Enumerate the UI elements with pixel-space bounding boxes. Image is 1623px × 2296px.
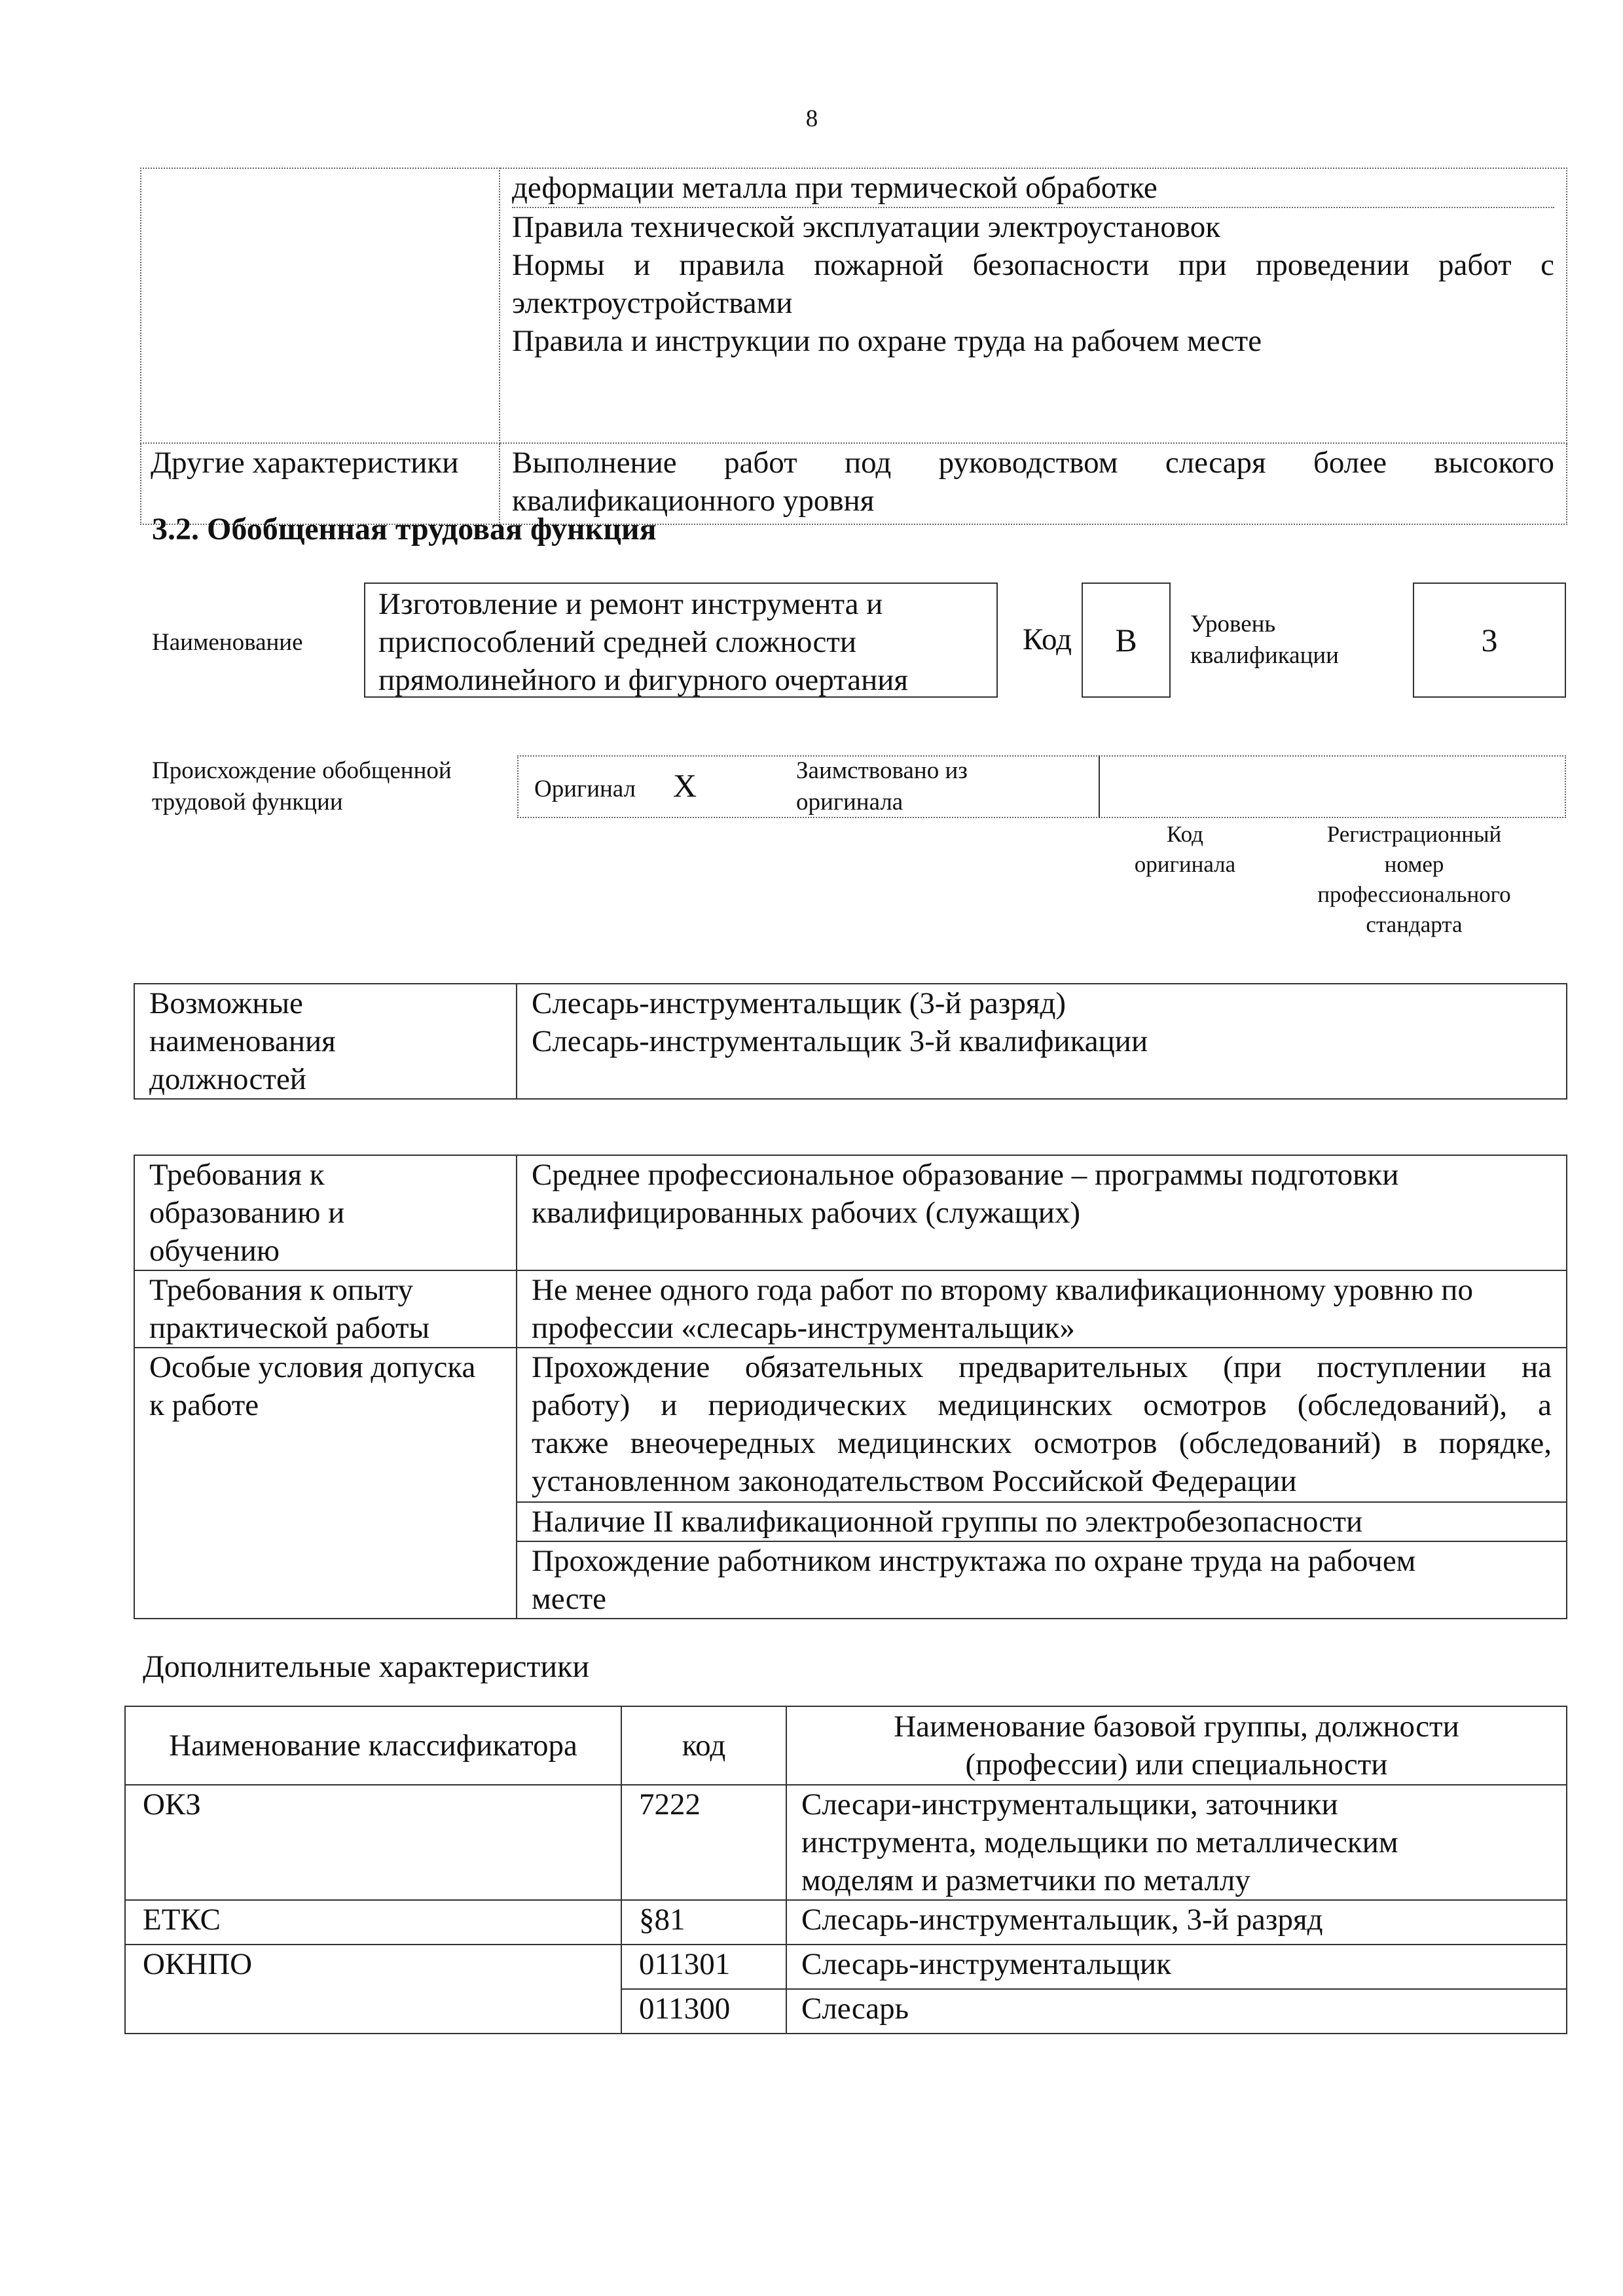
gtf-code-value: B [1115,622,1137,658]
experience-label-line: практической работы [149,1311,430,1345]
special-label-line: к работе [149,1388,259,1422]
gtf-name-line: прямолинейного и фигурного очертания [378,663,909,697]
table-row [125,1945,1567,1989]
origin-code-caption [1106,819,1264,880]
position-item: Слесарь-инструментальщик (3-й разряд) [532,986,1067,1020]
row-code: 011300 [621,1989,786,2034]
row-classifier: ОКНПО [125,1945,621,2034]
experience-value-line: Не менее одного года работ по второму квалификационному уровню по [532,1273,1473,1307]
special-value-line: работу) и периодических медицинских осмотров (обследований), а [532,1388,1552,1422]
origin-label-line: Происхождение обобщенной [152,757,452,784]
row-name: Слесарь [786,1989,1567,2034]
top-table-label-cell [141,168,500,443]
positions-table [134,983,1567,1100]
origin-borrowed-line: оригинала [796,789,903,816]
top-knowledge-table [140,168,1567,525]
gtf-name-line: Изготовление и ремонт инструмента и [378,587,883,621]
header-code: код [621,1706,786,1785]
other-value-line: квалификационного уровня [512,484,875,518]
special-value-line: также внеочередных медицинских осмотров (обследований) в порядке, [532,1426,1552,1460]
row-name: Слесарь-инструментальщик [786,1945,1567,1989]
origin-divider [1099,755,1100,818]
gtf-level-label-line: квалификации [1190,642,1339,669]
knowledge-item: Правила технической эксплуатации электроустановок [512,210,1221,244]
other-value-line: Выполнение работ под руководством слесаря более высокого [512,446,1554,480]
special-label-line: Особые условия допуска [149,1350,476,1384]
positions-label [134,984,517,1099]
gtf-code-label: Код [1023,622,1072,656]
row-name [786,1785,1567,1900]
special-value-line: установленном законодательством Российской Федерации [532,1464,1297,1498]
page-number: 8 [805,105,818,132]
origin-code-caption-line: оригинала [1134,852,1236,877]
section-title: 3.2. Обобщенная трудовая функция [152,512,657,547]
row-classifier: ЕТКС [125,1900,621,1945]
header-classifier: Наименование классификатора [125,1706,621,1785]
row-code: 7222 [621,1785,786,1900]
origin-reg-caption-line: Регистрационный [1326,821,1502,847]
gtf-name-box [364,583,998,698]
special-label [134,1348,517,1619]
education-value-line: Среднее профессиональное образование – программы подготовки [532,1158,1399,1192]
experience-label-line: Требования к опыту [149,1273,414,1307]
education-value-line: квалифицированных рабочих (служащих) [532,1196,1081,1230]
row-name-line: моделям и разметчики по металлу [801,1863,1250,1897]
education-label-line: образованию и [149,1196,345,1230]
special-value-line: Прохождение работником инструктажа по охране труда на рабочем [532,1544,1416,1578]
row-name-line: инструмента, модельщики по металлическим [801,1825,1398,1859]
knowledge-item: деформации металла при термической обработке [512,169,1554,208]
header-name-line: (профессии) или специальности [965,1748,1388,1782]
gtf-level-label [1190,609,1339,672]
row-classifier: ОКЗ [125,1785,621,1900]
other-value [500,443,1567,524]
education-label [134,1155,517,1270]
header-name [786,1706,1567,1785]
gtf-level-box [1413,583,1566,698]
table-row [125,1785,1567,1900]
origin-reg-caption [1270,819,1558,940]
row-code: §81 [621,1900,786,1945]
education-label-line: обучению [149,1234,280,1268]
origin-borrowed-line: Заимствовано из [796,757,968,784]
origin-code-caption-line: Код [1167,821,1203,847]
experience-label [134,1270,517,1348]
knowledge-cell [500,168,1567,443]
special-value-instruction [517,1541,1567,1619]
gtf-level-label-line: Уровень [1190,611,1276,637]
origin-label [152,755,452,818]
special-value-line: Прохождение обязательных предварительных (при поступлении на [532,1350,1552,1384]
knowledge-item: электроустройствами [512,286,793,320]
other-label: Другие характеристики [141,443,500,524]
special-value-line: месте [532,1582,607,1616]
education-value [517,1155,1567,1270]
positions-label-line: наименования [149,1024,336,1058]
origin-reg-caption-line: профессионального [1317,882,1511,907]
origin-reg-caption-line: стандарта [1366,912,1463,937]
special-value-electrical: Наличие II квалификационной группы по электробезопасности [517,1502,1567,1541]
origin-original-mark: X [673,767,697,804]
row-code: 011301 [621,1945,786,1989]
classifier-table [124,1706,1567,2034]
requirements-table [134,1155,1567,1619]
row-name: Слесарь-инструментальщик, 3-й разряд [786,1900,1567,1945]
knowledge-item: Правила и инструкции по охране труда на рабочем месте [512,324,1262,358]
gtf-name-label: Наименование [152,629,303,656]
origin-original-label: Оригинал [534,776,636,802]
origin-label-line: трудовой функции [152,789,343,816]
education-label-line: Требования к [149,1158,325,1192]
positions-label-line: должностей [149,1062,306,1096]
origin-borrowed [796,755,968,818]
positions-values [517,984,1567,1099]
gtf-level-value: 3 [1481,622,1498,658]
position-item: Слесарь-инструментальщик 3-й квалификации [532,1024,1148,1058]
gtf-name-line: приспособлений средней сложности [378,625,857,659]
row-name-line: Слесари-инструментальщики, заточники [801,1787,1338,1821]
additional-title: Дополнительные характеристики [143,1649,590,1684]
special-value-medical [517,1348,1567,1502]
table-row [125,1900,1567,1945]
origin-reg-caption-line: номер [1384,852,1444,877]
gtf-code-box [1082,583,1171,698]
experience-value [517,1270,1567,1348]
knowledge-item: Нормы и правила пожарной безопасности при проведении работ с [512,248,1554,282]
experience-value-line: профессии «слесарь-инструментальщик» [532,1311,1075,1345]
header-name-line: Наименование базовой группы, должности [894,1710,1459,1744]
positions-label-line: Возможные [149,986,303,1020]
